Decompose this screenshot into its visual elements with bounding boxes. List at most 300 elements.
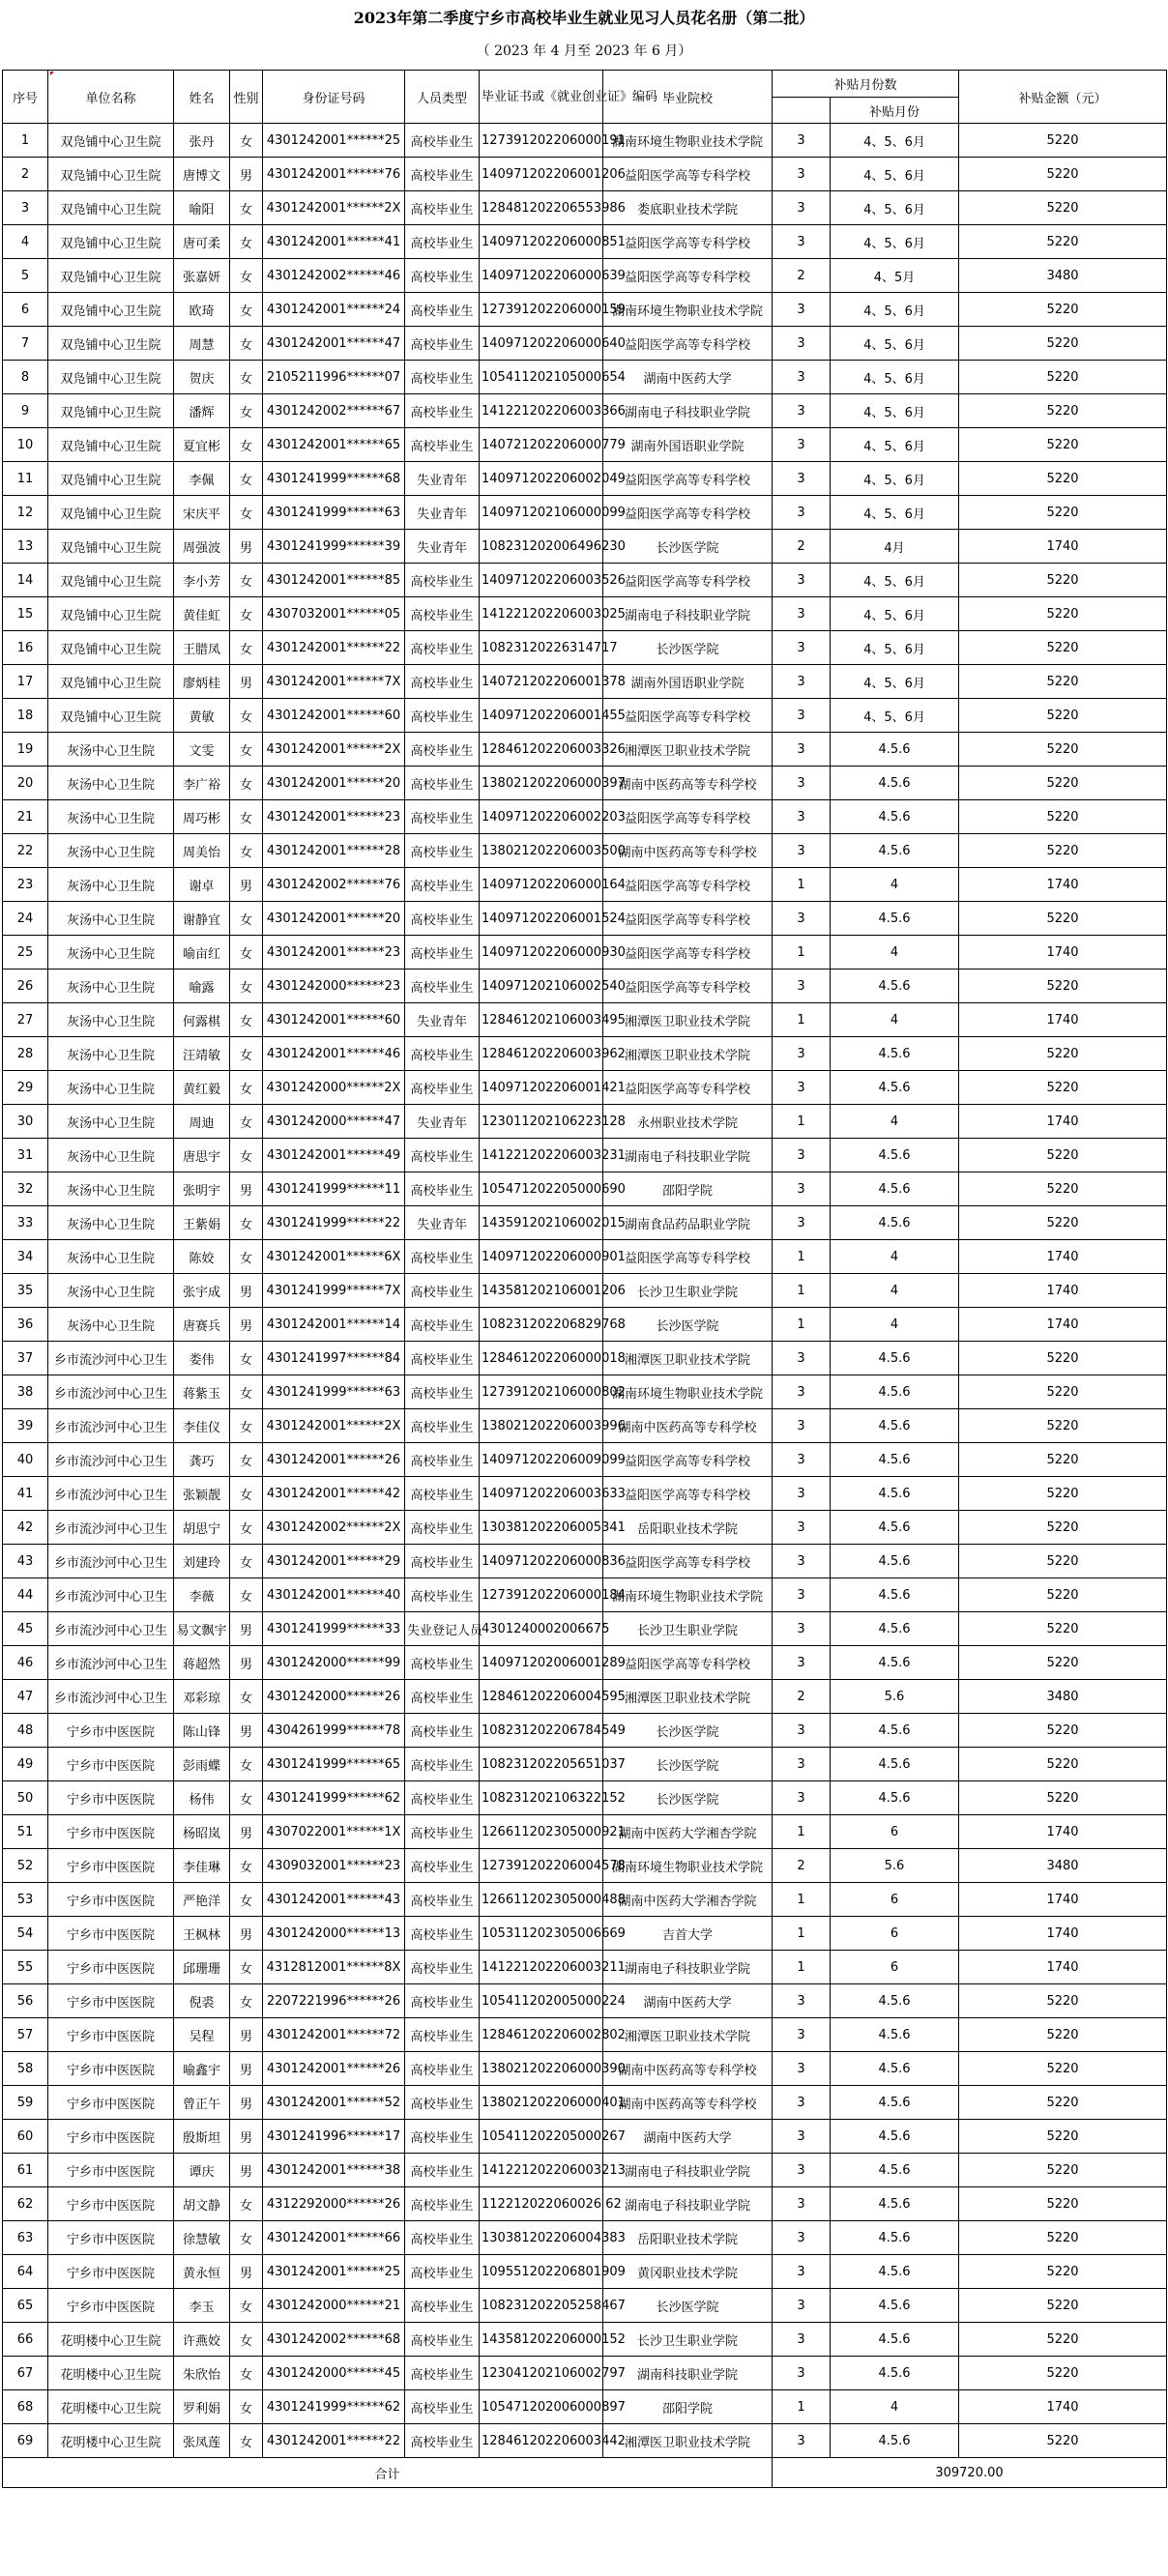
row-gender: 女 bbox=[230, 1680, 263, 1714]
row-school: 益阳医学高等专科学校 bbox=[603, 1646, 773, 1680]
row-amount: 1740 bbox=[959, 1883, 1167, 1917]
row-id-number: 4301242001******22 bbox=[263, 2424, 405, 2458]
row-name: 严艳洋 bbox=[174, 1883, 230, 1917]
row-id-number: 4301242002******2X bbox=[263, 1511, 405, 1545]
row-id-number: 4301242002******67 bbox=[263, 394, 405, 428]
row-unit: 宁乡市中医医院 bbox=[48, 2120, 174, 2154]
row-subsidy-count: 3 bbox=[773, 1578, 831, 1612]
row-no: 8 bbox=[3, 361, 48, 394]
row-id-number: 4301242000******23 bbox=[263, 970, 405, 1003]
row-name: 陈姣 bbox=[174, 1240, 230, 1274]
row-subsidy-months: 4、5、6月 bbox=[831, 293, 959, 327]
row-cert-code: 127391202206000184 bbox=[480, 1578, 603, 1612]
row-unit: 乡市流沙河中心卫生 bbox=[48, 1375, 174, 1409]
row-amount: 5220 bbox=[959, 327, 1167, 361]
row-name: 倪裘 bbox=[174, 1984, 230, 2018]
row-subsidy-count: 3 bbox=[773, 699, 831, 733]
row-name: 李薇 bbox=[174, 1578, 230, 1612]
header-unit: 单位名称 bbox=[48, 71, 174, 124]
row-unit: 双凫铺中心卫生院 bbox=[48, 293, 174, 327]
row-name: 杨昭岚 bbox=[174, 1815, 230, 1849]
row-person-type: 高校毕业生 bbox=[405, 665, 480, 699]
row-subsidy-months: 4.5.6 bbox=[831, 1206, 959, 1240]
row-id-number: 4301242001******47 bbox=[263, 327, 405, 361]
row-school: 益阳医学高等专科学校 bbox=[603, 1477, 773, 1511]
row-id-number: 4301242002******46 bbox=[263, 259, 405, 293]
row-gender: 女 bbox=[230, 327, 263, 361]
table-row bbox=[3, 1071, 1167, 1105]
row-name: 黄红毅 bbox=[174, 1071, 230, 1105]
row-subsidy-months: 4.5.6 bbox=[831, 1511, 959, 1545]
row-gender: 男 bbox=[230, 665, 263, 699]
table-row bbox=[3, 1883, 1167, 1917]
row-subsidy-count: 1 bbox=[773, 1274, 831, 1308]
row-subsidy-count: 3 bbox=[773, 158, 831, 191]
row-gender: 男 bbox=[230, 2018, 263, 2052]
row-amount: 5220 bbox=[959, 767, 1167, 800]
row-no: 57 bbox=[3, 2018, 48, 2052]
table-row bbox=[3, 259, 1167, 293]
row-amount: 5220 bbox=[959, 1375, 1167, 1409]
row-cert-code: 140971202206000639 bbox=[480, 259, 603, 293]
row-no: 44 bbox=[3, 1578, 48, 1612]
row-school: 益阳医学高等专科学校 bbox=[603, 564, 773, 597]
row-amount: 5220 bbox=[959, 699, 1167, 733]
row-unit: 宁乡市中医医院 bbox=[48, 1781, 174, 1815]
table-row bbox=[3, 1680, 1167, 1714]
row-name: 贺庆 bbox=[174, 361, 230, 394]
row-cert-code: 128461202206003442 bbox=[480, 2424, 603, 2458]
row-cert-code: 138021202206000390 bbox=[480, 2052, 603, 2086]
row-name: 朱欣怡 bbox=[174, 2357, 230, 2390]
table-row bbox=[3, 1139, 1167, 1172]
header-name: 姓名 bbox=[174, 71, 230, 124]
row-subsidy-count: 3 bbox=[773, 1612, 831, 1646]
row-subsidy-months: 4、5、6月 bbox=[831, 631, 959, 665]
row-person-type: 高校毕业生 bbox=[405, 902, 480, 936]
row-no: 63 bbox=[3, 2221, 48, 2255]
row-gender: 男 bbox=[230, 530, 263, 564]
row-name: 李佳琳 bbox=[174, 1849, 230, 1883]
table-row bbox=[3, 1172, 1167, 1206]
table-row bbox=[3, 1781, 1167, 1815]
row-id-number: 2105211996******07 bbox=[263, 361, 405, 394]
row-person-type: 失业青年 bbox=[405, 1105, 480, 1139]
row-unit: 乡市流沙河中心卫生 bbox=[48, 1342, 174, 1375]
header-subsidy-group: 补贴月份数 bbox=[773, 71, 959, 98]
row-id-number: 4301242001******20 bbox=[263, 902, 405, 936]
row-school: 湘潭医卫职业技术学院 bbox=[603, 2424, 773, 2458]
row-person-type: 高校毕业生 bbox=[405, 259, 480, 293]
row-gender: 女 bbox=[230, 800, 263, 834]
row-person-type: 高校毕业生 bbox=[405, 834, 480, 868]
row-subsidy-months: 4.5.6 bbox=[831, 1037, 959, 1071]
row-gender: 女 bbox=[230, 1781, 263, 1815]
row-school: 益阳医学高等专科学校 bbox=[603, 800, 773, 834]
row-id-number: 4301242000******45 bbox=[263, 2357, 405, 2390]
row-person-type: 高校毕业生 bbox=[405, 2018, 480, 2052]
row-cert-code: 109551202206801909 bbox=[480, 2255, 603, 2289]
row-subsidy-months: 4.5.6 bbox=[831, 1172, 959, 1206]
row-cert-code: 108231202205258467 bbox=[480, 2289, 603, 2323]
row-subsidy-months: 4.5.6 bbox=[831, 1612, 959, 1646]
table-row bbox=[3, 124, 1167, 158]
table-row bbox=[3, 394, 1167, 428]
row-subsidy-count: 3 bbox=[773, 361, 831, 394]
row-subsidy-months: 4.5.6 bbox=[831, 2018, 959, 2052]
row-no: 36 bbox=[3, 1308, 48, 1342]
roster-table bbox=[2, 70, 1167, 2488]
row-gender: 女 bbox=[230, 496, 263, 530]
row-id-number: 4301242001******2X bbox=[263, 733, 405, 767]
row-cert-code: 126611202305000921 bbox=[480, 1815, 603, 1849]
page-title: 2023年第二季度宁乡市高校毕业生就业见习人员花名册（第二批） bbox=[353, 9, 815, 27]
row-school: 益阳医学高等专科学校 bbox=[603, 1240, 773, 1274]
table-row bbox=[3, 733, 1167, 767]
row-gender: 女 bbox=[230, 597, 263, 631]
row-person-type: 高校毕业生 bbox=[405, 191, 480, 225]
row-amount: 5220 bbox=[959, 1139, 1167, 1172]
row-school: 湖南外国语职业学院 bbox=[603, 665, 773, 699]
row-amount: 5220 bbox=[959, 665, 1167, 699]
row-cert-code: 10823120226314717 bbox=[480, 631, 603, 665]
row-amount: 5220 bbox=[959, 1714, 1167, 1748]
row-school: 湖南中医药高等专科学校 bbox=[603, 834, 773, 868]
row-unit: 灰汤中心卫生院 bbox=[48, 970, 174, 1003]
row-subsidy-count: 3 bbox=[773, 428, 831, 462]
row-subsidy-count: 3 bbox=[773, 1206, 831, 1240]
row-person-type: 高校毕业生 bbox=[405, 1139, 480, 1172]
row-subsidy-months: 4.5.6 bbox=[831, 2052, 959, 2086]
row-amount: 5220 bbox=[959, 2221, 1167, 2255]
row-gender: 女 bbox=[230, 1071, 263, 1105]
row-person-type: 高校毕业生 bbox=[405, 1984, 480, 2018]
row-subsidy-count: 3 bbox=[773, 2323, 831, 2357]
row-id-number: 4301242002******68 bbox=[263, 2323, 405, 2357]
row-person-type: 高校毕业生 bbox=[405, 1545, 480, 1578]
header-school: 毕业院校 bbox=[603, 71, 773, 124]
row-subsidy-months: 4 bbox=[831, 1274, 959, 1308]
row-amount: 5220 bbox=[959, 631, 1167, 665]
row-cert-code: 140971202206001206 bbox=[480, 158, 603, 191]
row-id-number: 4301242000******99 bbox=[263, 1646, 405, 1680]
row-unit: 宁乡市中医医院 bbox=[48, 2187, 174, 2221]
row-school: 岳阳职业技术学院 bbox=[603, 1511, 773, 1545]
roster-body bbox=[3, 124, 1167, 2458]
row-unit: 灰汤中心卫生院 bbox=[48, 767, 174, 800]
row-unit: 双凫铺中心卫生院 bbox=[48, 158, 174, 191]
row-amount: 5220 bbox=[959, 1342, 1167, 1375]
row-unit: 双凫铺中心卫生院 bbox=[48, 496, 174, 530]
row-school: 长沙卫生职业学院 bbox=[603, 1274, 773, 1308]
row-name: 喻露 bbox=[174, 970, 230, 1003]
row-gender: 女 bbox=[230, 1545, 263, 1578]
row-person-type: 高校毕业生 bbox=[405, 1172, 480, 1206]
cell-comment-marker bbox=[50, 72, 54, 75]
row-subsidy-months: 6 bbox=[831, 1917, 959, 1951]
row-no: 9 bbox=[3, 394, 48, 428]
row-cert-code: 140971202206001524 bbox=[480, 902, 603, 936]
row-person-type: 高校毕业生 bbox=[405, 631, 480, 665]
row-unit: 乡市流沙河中心卫生 bbox=[48, 1409, 174, 1443]
row-gender: 女 bbox=[230, 1511, 263, 1545]
row-name: 李玉 bbox=[174, 2289, 230, 2323]
row-cert-code: 128461202206004595 bbox=[480, 1680, 603, 1714]
table-row bbox=[3, 361, 1167, 394]
row-name: 宋庆平 bbox=[174, 496, 230, 530]
row-unit: 灰汤中心卫生院 bbox=[48, 868, 174, 902]
row-subsidy-months: 4.5.6 bbox=[831, 1375, 959, 1409]
row-name: 徐慧敏 bbox=[174, 2221, 230, 2255]
row-cert-code: 140971202206001421 bbox=[480, 1071, 603, 1105]
row-person-type: 高校毕业生 bbox=[405, 1274, 480, 1308]
row-person-type: 高校毕业生 bbox=[405, 1849, 480, 1883]
row-gender: 男 bbox=[230, 1646, 263, 1680]
row-subsidy-count: 3 bbox=[773, 1375, 831, 1409]
table-row bbox=[3, 1646, 1167, 1680]
row-school: 益阳医学高等专科学校 bbox=[603, 259, 773, 293]
row-subsidy-months: 4、5、6月 bbox=[831, 597, 959, 631]
row-person-type: 高校毕业生 bbox=[405, 564, 480, 597]
row-subsidy-months: 6 bbox=[831, 1883, 959, 1917]
row-subsidy-months: 4 bbox=[831, 2390, 959, 2424]
row-id-number: 4301241999******68 bbox=[263, 462, 405, 496]
row-gender: 女 bbox=[230, 1139, 263, 1172]
row-cert-code: 108231202206829768 bbox=[480, 1308, 603, 1342]
row-name: 何露棋 bbox=[174, 1003, 230, 1037]
row-gender: 男 bbox=[230, 1917, 263, 1951]
row-cert-code: 141221202206003231 bbox=[480, 1139, 603, 1172]
row-id-number: 4301242001******2X bbox=[263, 1409, 405, 1443]
row-subsidy-months: 4 bbox=[831, 868, 959, 902]
row-no: 16 bbox=[3, 631, 48, 665]
row-amount: 5220 bbox=[959, 597, 1167, 631]
row-id-number: 4301242001******46 bbox=[263, 1037, 405, 1071]
row-gender: 女 bbox=[230, 1105, 263, 1139]
row-cert-code: 140971202206003526 bbox=[480, 564, 603, 597]
row-school: 湖南环境生物职业技术学院 bbox=[603, 1578, 773, 1612]
row-amount: 5220 bbox=[959, 1172, 1167, 1206]
row-cert-code: 138021202206000397 bbox=[480, 767, 603, 800]
row-amount: 5220 bbox=[959, 394, 1167, 428]
row-no: 60 bbox=[3, 2120, 48, 2154]
row-amount: 5220 bbox=[959, 225, 1167, 259]
row-name: 娄伟 bbox=[174, 1342, 230, 1375]
row-person-type: 高校毕业生 bbox=[405, 2289, 480, 2323]
row-unit: 双凫铺中心卫生院 bbox=[48, 124, 174, 158]
row-person-type: 高校毕业生 bbox=[405, 2255, 480, 2289]
row-gender: 女 bbox=[230, 1240, 263, 1274]
row-person-type: 失业青年 bbox=[405, 496, 480, 530]
row-subsidy-count: 3 bbox=[773, 2086, 831, 2120]
row-subsidy-count: 1 bbox=[773, 1815, 831, 1849]
row-cert-code: 140971202206001455 bbox=[480, 699, 603, 733]
row-amount: 5220 bbox=[959, 902, 1167, 936]
row-cert-code: 108231202206784549 bbox=[480, 1714, 603, 1748]
row-id-number: 4301242001******2X bbox=[263, 191, 405, 225]
row-subsidy-count: 3 bbox=[773, 1172, 831, 1206]
row-person-type: 失业登记人员 bbox=[405, 1612, 480, 1646]
row-id-number: 4301242001******60 bbox=[263, 1003, 405, 1037]
table-row bbox=[3, 902, 1167, 936]
row-subsidy-count: 3 bbox=[773, 1071, 831, 1105]
row-subsidy-count: 2 bbox=[773, 1680, 831, 1714]
row-cert-code: 128461202206003326 bbox=[480, 733, 603, 767]
row-subsidy-count: 3 bbox=[773, 2357, 831, 2390]
row-person-type: 高校毕业生 bbox=[405, 1240, 480, 1274]
row-subsidy-months: 4.5.6 bbox=[831, 1071, 959, 1105]
total-row bbox=[3, 2458, 1167, 2488]
table-row bbox=[3, 1105, 1167, 1139]
row-school: 湖南电子科技职业学院 bbox=[603, 2187, 773, 2221]
row-id-number: 4301241999******39 bbox=[263, 530, 405, 564]
row-subsidy-count: 2 bbox=[773, 530, 831, 564]
row-amount: 3480 bbox=[959, 259, 1167, 293]
row-person-type: 高校毕业生 bbox=[405, 158, 480, 191]
row-school: 湘潭医卫职业技术学院 bbox=[603, 1003, 773, 1037]
row-person-type: 高校毕业生 bbox=[405, 2154, 480, 2187]
row-no: 69 bbox=[3, 2424, 48, 2458]
row-name: 文雯 bbox=[174, 733, 230, 767]
row-cert-code: 140721202206000779 bbox=[480, 428, 603, 462]
row-unit: 花明楼中心卫生院 bbox=[48, 2357, 174, 2390]
row-unit: 灰汤中心卫生院 bbox=[48, 1240, 174, 1274]
table-row bbox=[3, 1612, 1167, 1646]
row-person-type: 高校毕业生 bbox=[405, 1714, 480, 1748]
table-row bbox=[3, 462, 1167, 496]
row-school: 湖南环境生物职业技术学院 bbox=[603, 1375, 773, 1409]
row-amount: 5220 bbox=[959, 191, 1167, 225]
row-school: 湖南电子科技职业学院 bbox=[603, 1139, 773, 1172]
header-cert: 毕业证书或《就业创业证》编码 bbox=[480, 71, 603, 124]
header-subsidy-count bbox=[773, 98, 831, 124]
row-cert-code: 108231202205651037 bbox=[480, 1748, 603, 1781]
row-name: 李佳仪 bbox=[174, 1409, 230, 1443]
header-no: 序号 bbox=[3, 71, 48, 124]
row-person-type: 高校毕业生 bbox=[405, 2052, 480, 2086]
row-gender: 女 bbox=[230, 2357, 263, 2390]
row-subsidy-months: 4.5.6 bbox=[831, 2424, 959, 2458]
row-school: 湘潭医卫职业技术学院 bbox=[603, 1680, 773, 1714]
row-subsidy-months: 6 bbox=[831, 1951, 959, 1984]
row-id-number: 4301242001******41 bbox=[263, 225, 405, 259]
row-gender: 女 bbox=[230, 1409, 263, 1443]
row-cert-code: 138021202206003996 bbox=[480, 1409, 603, 1443]
row-cert-code: 141221202206003211 bbox=[480, 1951, 603, 1984]
row-amount: 5220 bbox=[959, 1781, 1167, 1815]
row-gender: 女 bbox=[230, 1748, 263, 1781]
row-gender: 女 bbox=[230, 631, 263, 665]
row-subsidy-months: 4、5、6月 bbox=[831, 428, 959, 462]
row-person-type: 高校毕业生 bbox=[405, 1308, 480, 1342]
header-gender: 性别 bbox=[230, 71, 263, 124]
row-no: 51 bbox=[3, 1815, 48, 1849]
row-unit: 乡市流沙河中心卫生 bbox=[48, 1443, 174, 1477]
row-id-number: 4301242001******40 bbox=[263, 1578, 405, 1612]
row-person-type: 高校毕业生 bbox=[405, 1680, 480, 1714]
row-amount: 5220 bbox=[959, 1206, 1167, 1240]
row-subsidy-count: 3 bbox=[773, 800, 831, 834]
row-id-number: 4301242001******85 bbox=[263, 564, 405, 597]
row-id-number: 4301242001******6X bbox=[263, 1240, 405, 1274]
table-row bbox=[3, 2323, 1167, 2357]
row-amount: 5220 bbox=[959, 496, 1167, 530]
row-name: 胡文静 bbox=[174, 2187, 230, 2221]
row-cert-code: 140971202206000164 bbox=[480, 868, 603, 902]
row-no: 26 bbox=[3, 970, 48, 1003]
header-id: 身份证号码 bbox=[263, 71, 405, 124]
row-subsidy-count: 3 bbox=[773, 631, 831, 665]
row-person-type: 高校毕业生 bbox=[405, 394, 480, 428]
row-subsidy-count: 3 bbox=[773, 1511, 831, 1545]
row-name: 邱珊珊 bbox=[174, 1951, 230, 1984]
row-school: 益阳医学高等专科学校 bbox=[603, 868, 773, 902]
row-amount: 5220 bbox=[959, 1578, 1167, 1612]
table-row bbox=[3, 970, 1167, 1003]
table-row bbox=[3, 767, 1167, 800]
row-id-number: 4301242001******26 bbox=[263, 1443, 405, 1477]
row-subsidy-months: 4.5.6 bbox=[831, 1646, 959, 1680]
row-gender: 女 bbox=[230, 1883, 263, 1917]
row-unit: 双凫铺中心卫生院 bbox=[48, 631, 174, 665]
row-name: 龚巧 bbox=[174, 1443, 230, 1477]
row-unit: 灰汤中心卫生院 bbox=[48, 902, 174, 936]
row-subsidy-count: 3 bbox=[773, 2424, 831, 2458]
row-person-type: 高校毕业生 bbox=[405, 2357, 480, 2390]
row-school: 湖南外国语职业学院 bbox=[603, 428, 773, 462]
row-person-type: 高校毕业生 bbox=[405, 1578, 480, 1612]
row-id-number: 4301242001******42 bbox=[263, 1477, 405, 1511]
row-amount: 5220 bbox=[959, 158, 1167, 191]
row-gender: 女 bbox=[230, 225, 263, 259]
row-unit: 宁乡市中医医院 bbox=[48, 1748, 174, 1781]
row-school: 长沙医学院 bbox=[603, 1748, 773, 1781]
row-gender: 女 bbox=[230, 767, 263, 800]
row-name: 周强波 bbox=[174, 530, 230, 564]
row-gender: 女 bbox=[230, 902, 263, 936]
row-amount: 5220 bbox=[959, 1477, 1167, 1511]
row-gender: 女 bbox=[230, 936, 263, 970]
row-cert-code: 140971202006001289 bbox=[480, 1646, 603, 1680]
row-subsidy-count: 3 bbox=[773, 394, 831, 428]
row-unit: 双凫铺中心卫生院 bbox=[48, 225, 174, 259]
table-row bbox=[3, 1545, 1167, 1578]
row-id-number: 4301242001******25 bbox=[263, 124, 405, 158]
row-unit: 乡市流沙河中心卫生 bbox=[48, 1477, 174, 1511]
row-unit: 灰汤中心卫生院 bbox=[48, 1172, 174, 1206]
row-subsidy-months: 4.5.6 bbox=[831, 2086, 959, 2120]
row-person-type: 高校毕业生 bbox=[405, 2187, 480, 2221]
row-gender: 男 bbox=[230, 2255, 263, 2289]
row-school: 湘潭医卫职业技术学院 bbox=[603, 1342, 773, 1375]
table-row bbox=[3, 2018, 1167, 2052]
row-name: 谢卓 bbox=[174, 868, 230, 902]
row-subsidy-count: 3 bbox=[773, 1781, 831, 1815]
row-name: 曾正午 bbox=[174, 2086, 230, 2120]
row-no: 28 bbox=[3, 1037, 48, 1071]
row-subsidy-months: 4、5、6月 bbox=[831, 496, 959, 530]
row-name: 王腊凤 bbox=[174, 631, 230, 665]
row-person-type: 高校毕业生 bbox=[405, 868, 480, 902]
table-row bbox=[3, 834, 1167, 868]
row-no: 24 bbox=[3, 902, 48, 936]
row-id-number: 2207221996******26 bbox=[263, 1984, 405, 2018]
row-id-number: 4301242001******65 bbox=[263, 428, 405, 462]
period-subtitle: （ 2023 年 4 月至 2023 年 6 月） bbox=[476, 43, 692, 59]
row-subsidy-count: 3 bbox=[773, 665, 831, 699]
row-id-number: 4301241999******63 bbox=[263, 1375, 405, 1409]
table-row bbox=[3, 158, 1167, 191]
